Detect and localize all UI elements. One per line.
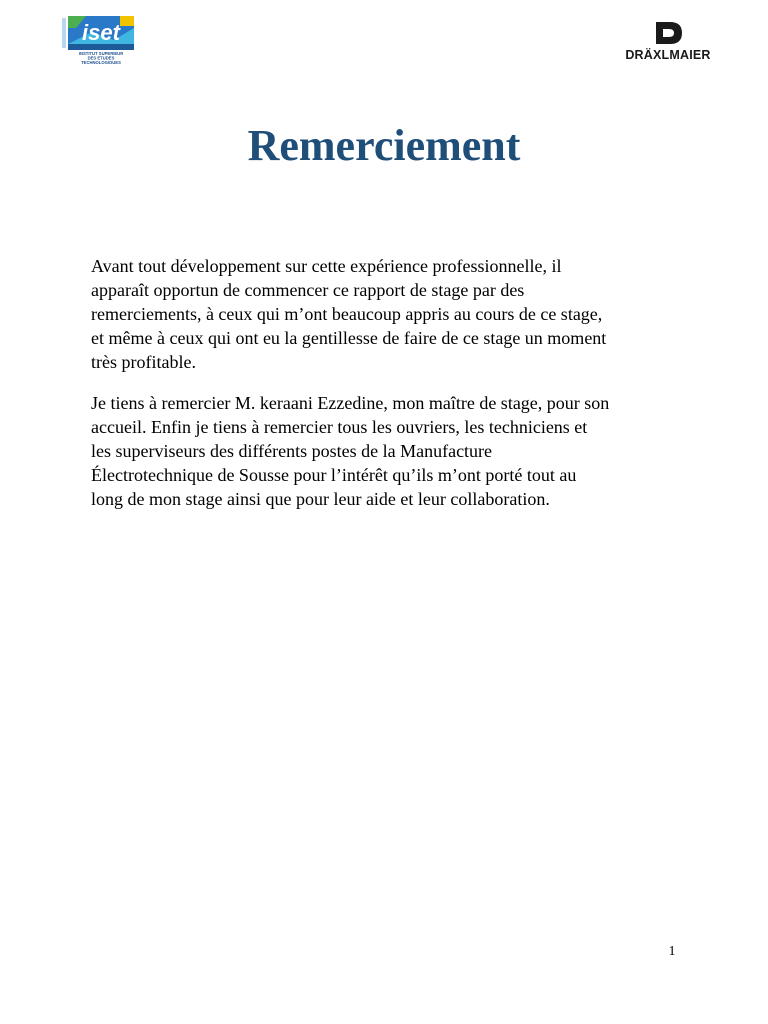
paragraph-line: et même à ceux qui ont eu la gentillesse de faire de ce stage un moment [91,328,607,348]
paragraph-line: apparaît opportun de commencer ce rapport de stage par des [91,280,525,300]
iset-tagline-line-2: DES ETUDES [87,55,115,61]
iset-logo-icon [62,14,138,64]
paragraph-line: accueil. Enfin je tiens à remercier tous les ouvriers, les techniciens et [91,417,588,437]
paragraph-1 [91,254,691,374]
iset-tagline-line-1: INSTITUT SUPERIEUR [78,51,124,56]
page-title: Remerciement [247,121,521,170]
draexlmaier-wordmark: DRÄXLMAIER [625,48,711,62]
paragraph-line: les superviseurs des différents postes de la Manufacture [91,441,493,461]
paragraph-line: Électrotechnique de Sousse pour l’intérêt qu’ils m’ont porté tout au [91,465,577,485]
paragraph-line: très profitable. [91,352,196,372]
paragraph-2 [91,391,691,511]
document-body [91,254,691,511]
paragraph-line: remerciements, à ceux qui m’ont beaucoup appris au cours de ce stage, [91,304,603,324]
paragraph-line: long de mon stage ainsi que pour leur aide et leur collaboration. [91,489,550,509]
page-number: 1 [668,944,676,959]
draexlmaier-logo [616,20,720,64]
iset-wordmark: iset [82,20,120,45]
paragraph-line: Je tiens à remercier M. keraani Ezzedine, mon maître de stage, pour son [91,393,610,413]
paragraph-line: Avant tout développement sur cette expérience professionnelle, il [91,256,562,276]
iset-logo [62,14,138,64]
draexlmaier-d-icon [616,20,720,46]
iset-tagline-line-3: TECHNOLOGIQUES [81,60,121,64]
